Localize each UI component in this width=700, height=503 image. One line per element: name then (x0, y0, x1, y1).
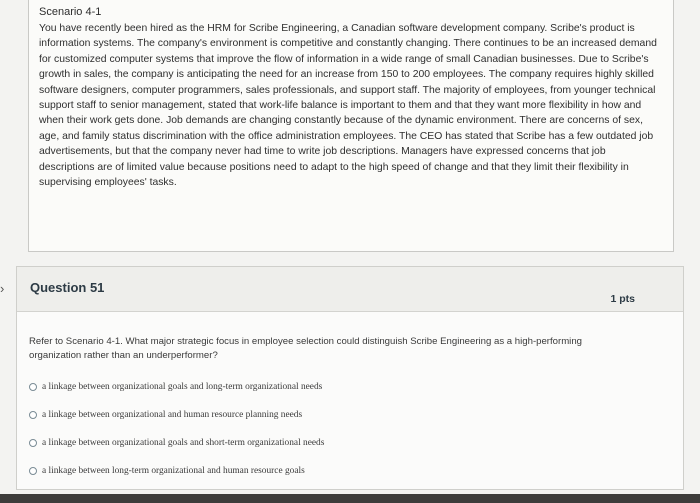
screen-bottom-edge (0, 494, 700, 503)
answer-label: a linkage between organizational goals and short-term organizational needs (42, 438, 325, 448)
answer-option[interactable] (29, 463, 305, 479)
radio-button-icon[interactable] (29, 411, 37, 419)
scenario-panel (28, 0, 674, 252)
answer-option[interactable] (29, 407, 302, 423)
radio-button-icon[interactable] (29, 439, 37, 447)
scenario-text: You have recently been hired as the HRM for Scribe Engineering, a Canadian software development company. Scribe's product is information systems. The company's environment is competitive and constantly changing. There continues to be an increased demand for customized computer systems that improve the flow of information in a wide range of small Canadian businesses. Due to Scribe's growth in sales, the company is anticipating the need for an increase from 150 to 200 employees. The company requires highly skilled software designers, computer programmers, sales professionals, and support staff. The majority of employees, from younger technical support staff to senior management, stated that work-life balance is important to them and that they want more flexibility in how and when their work gets done. Job demands are changing constantly because of the dynamic environment. There are concerns of sex, age, and family status discrimination with the office administration employees. The CEO has stated that Scribe has a few outdated job advertisements, but that the company never had time to write job descriptions. Managers have expressed concerns that job descriptions are of limited value because positions need to adapt to the high speed of change and that they limit their flexibility in supervising employees' tasks. (39, 23, 657, 189)
answer-label: a linkage between organizational goals and long-term organizational needs (42, 382, 323, 392)
answer-label: a linkage between organizational and human resource planning needs (42, 410, 303, 420)
radio-button-icon[interactable] (29, 383, 37, 391)
answer-option[interactable] (29, 379, 322, 395)
answer-option[interactable] (29, 435, 324, 451)
scenario-title: Scenario 4-1 (39, 6, 102, 18)
question-points: 1 pts (610, 293, 635, 305)
question-prompt: Refer to Scenario 4-1. What major strategic focus in employee selection could distinguish Scribe Engineering as a high-performing organization rather than an underperformer? (29, 336, 582, 361)
question-title: Question 51 (30, 280, 105, 295)
question-card (16, 266, 684, 490)
answer-label: a linkage between long-term organizational and human resource goals (42, 466, 305, 476)
question-header (17, 267, 683, 312)
chevron-right-icon: › (0, 281, 5, 296)
radio-button-icon[interactable] (29, 467, 37, 475)
